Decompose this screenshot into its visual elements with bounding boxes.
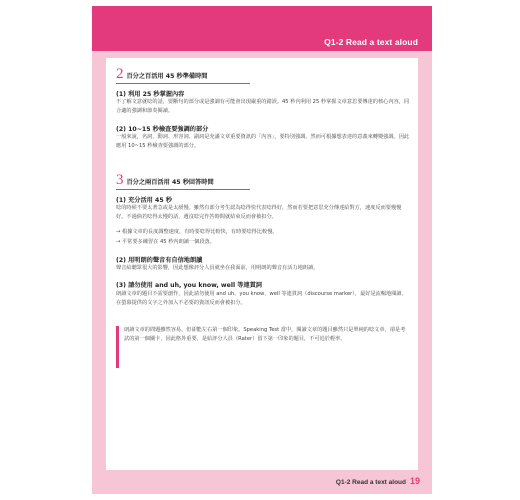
content-area <box>106 58 418 470</box>
section-2-sub2-text: 一般來說，名詞、動詞、形容詞、副詞是充滿文章重要資訊的「內容」，要特別強調。然而可根據想表達的意義來轉變強調。因此應用 10~15 秒檢查要強調的部分。 <box>116 134 410 150</box>
header-bar <box>92 6 432 51</box>
section-3-sub3-text: 朗讀文章的題目不需要創作，因此請勿使用 and uh、you know、well 等連貫詞（discourse marker），最好是流暢地閱讀。在螢幕提供的文字之外加入不必要的資訊反而會被扣分。 <box>116 291 407 307</box>
page-number: 19 <box>409 476 420 486</box>
header-title: Q1-2 Read a text aloud <box>324 37 418 47</box>
section-3-bullet-1: → 根據文章的長度調整速度，有時要唸得比較快，有時要唸得比較慢。 <box>116 229 278 235</box>
section-3-sub1-text: 唸的時候不要太著急或是太緩慢。雖然有部分考生認為唸得快代表唸得好，然而若要把意思充分傳達給對方，速度反而要慢慢好。不過倘若唸得太慢的話，遺沒唸完作答時間就結束反而會被扣分。 <box>116 205 402 221</box>
section-2-number: 2 <box>116 66 124 82</box>
note-text: 朗讀文章的問題雖然容易，但卻能左右第一個印象。Speaking Test 當中，閱讀文章的題目雖然只是單純的唸文章，卻是考試的第一個關卡，因此格外重要，是給評分人員（Rater）留下第一印象的題目，不可追於輕率。 <box>124 327 406 343</box>
section-3-sub3-heading: (3) 請勿使用 and uh, you know, well 等連貫詞 <box>116 282 262 289</box>
page-footer <box>336 476 420 486</box>
book-page <box>92 6 432 494</box>
section-2-heading <box>116 68 207 81</box>
section-2-title: 百分之百活用 45 秒準備時間 <box>126 73 208 80</box>
section-2-sub2-heading: (2) 10~15 秒檢查要強調的部分 <box>116 126 209 133</box>
section-3-sub1-heading: (1) 充分活用 45 秒 <box>116 197 172 204</box>
section-3-title: 百分之兩百活用 45 秒回答時間 <box>126 179 214 186</box>
section-3-sub2-text: 聲音給聽眾很大的影響，因此想像評分人員就坐在我面前，用明朗的聲音有活力地朗讀。 <box>116 265 319 271</box>
section-2-sub1-heading: (1) 利用 25 秒掌握內容 <box>116 91 185 98</box>
section-3-bullet-2: → 平常要多練習在 45 秒內朗讀一個段落。 <box>116 239 215 245</box>
section-2-rule <box>116 83 250 84</box>
section-2-sub1-text: 不了解文意就唸的話，要斷句的部分或是強調有可能會出現嚴重的錯誤。45 秒內利用 25 秒掌握文章意思要傳達的核心內容，同合適的強調和節奏閱讀。 <box>116 99 410 115</box>
footer-title: Q1-2 Read a text aloud <box>335 479 406 486</box>
section-3-rule <box>116 189 250 190</box>
note-accent-bar <box>116 326 119 368</box>
section-3-heading <box>116 174 214 187</box>
section-3-sub2-heading: (2) 用明朗的聲音有自信地朗讀 <box>116 257 203 264</box>
section-3-number: 3 <box>116 172 124 188</box>
